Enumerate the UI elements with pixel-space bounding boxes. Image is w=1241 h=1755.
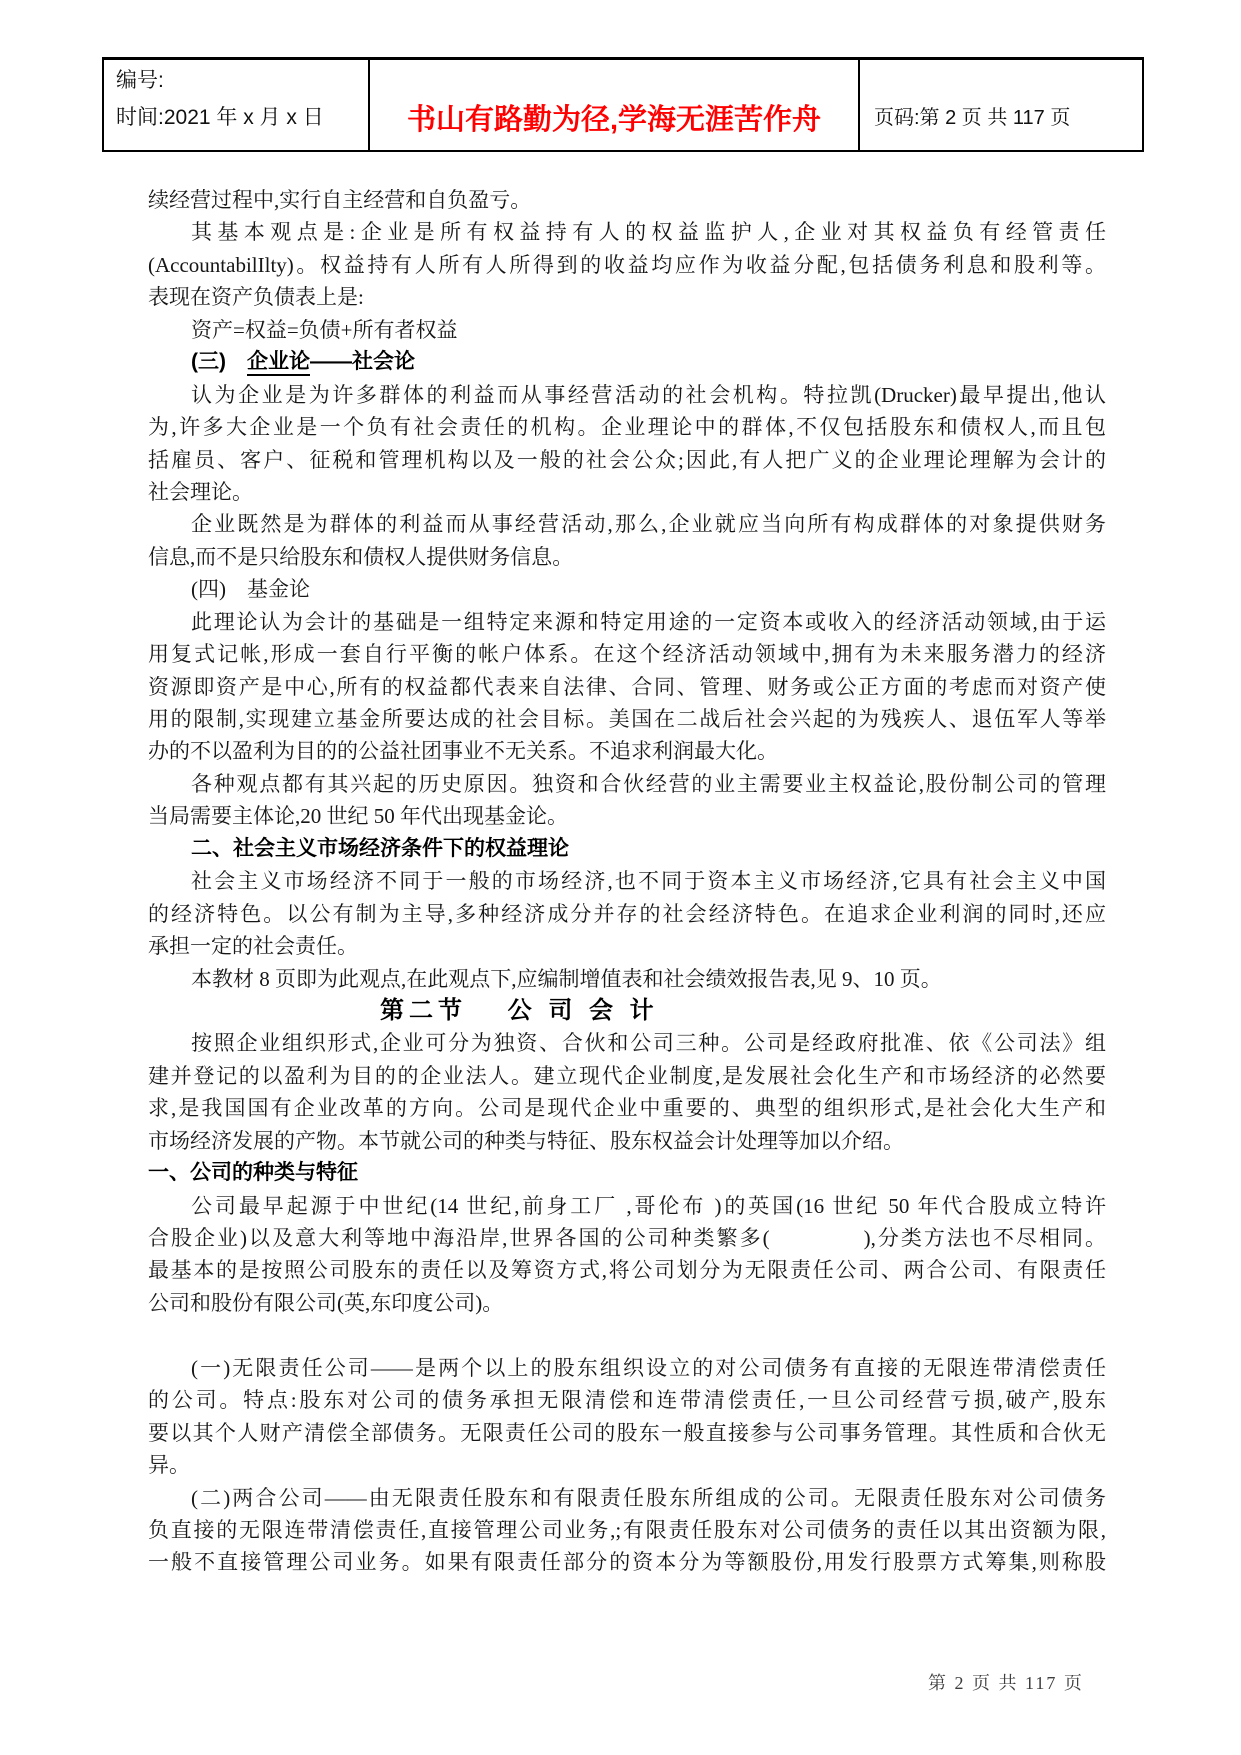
heading-enterprise-theory: [148, 346, 1106, 378]
text-line: 续经营过程中,实行自主经营和自负盈亏。: [148, 188, 532, 212]
text-line: 资源即资产是中心,所有的权益都代表来自法律、合同、管理、财务或公正方面的考虑而对资产使: [148, 674, 1106, 699]
text-line: 市场经济发展的产物。本节就公司的种类与特征、股东权益会计处理等加以介绍。: [148, 1128, 904, 1153]
text-line: 一般不直接管理公司业务。如果有限责任部分的资本分为等额股份,用发行股票方式筹集,则称股: [148, 1550, 1106, 1575]
number-label: 编号:: [116, 69, 164, 92]
text-line: 为,许多大企业是一个负有社会责任的机构。企业理论中的群体,不仅包括股东和债权人,而且包: [148, 415, 1106, 440]
text-line: 用复式记帐,形成一套自行平衡的帐户体系。在这个经济活动领域中,拥有为未来服务潜力的经济: [148, 642, 1106, 667]
text-line: 各种观点都有其兴起的历史原因。独资和合伙经营的业主需要业主权益论,股份制公司的管理: [191, 771, 1106, 796]
text-line: 承担一定的社会责任。: [148, 934, 358, 959]
footer-page-number: 第 2 页 共 117 页: [928, 1673, 1084, 1693]
text-line: 用的限制,实现建立基金所要达成的社会目标。美国在二战后社会兴起的为残疾人、退伍军人等举: [148, 707, 1106, 731]
text-line: 社会主义市场经济不同于一般的市场经济,也不同于资本主义市场经济,它具有社会主义中国: [191, 869, 1106, 894]
text-line: 认为企业是为许多群体的利益而从事经营活动的社会机构。特拉凯(Drucker)最早提出,他认: [191, 382, 1106, 407]
text-line: (一)无限责任公司——是两个以上的股东组织设立的对公司债务有直接的无限连带清偿责任: [191, 1355, 1106, 1380]
section-title-company-accounting: 第二节 公 司 会 计: [380, 996, 659, 1024]
equity-formula: 资产=权益=负债+所有者权益: [191, 317, 458, 342]
text-line: (二)两合公司——由无限责任股东和有限责任股东所组成的公司。无限责任股东对公司债务: [191, 1485, 1106, 1510]
text-line: 表现在资产负债表上是:: [148, 285, 364, 310]
heading-part: (三): [191, 350, 247, 374]
heading-company-types-features: 一、公司的种类与特征: [148, 1161, 358, 1185]
text-line: 要以其个人财产清偿全部债务。无限责任公司的股东一般直接参与公司事务管理。其性质和合伙无: [148, 1420, 1106, 1445]
text-line: 合股企业)以及意大利等地中海沿岸,世界各国的公司种类繁多( ),分类方法也不尽相同。: [148, 1226, 1106, 1250]
text-line: (AccountabilIlty)。权益持有人所有人所得到的收益均应作为收益分配,包括债务利息和股利等。: [148, 252, 1106, 277]
text-line: 办的不以盈利为目的的公益社团事业不无关系。不追求利润最大化。: [148, 739, 778, 764]
text-line: 的经济特色。以公有制为主导,多种经济成分并存的社会经济特色。在追求企业利润的同时,还应: [148, 901, 1106, 926]
motto-text: 书山有路勤为径,学海无涯苦作舟: [406, 104, 822, 136]
heading-fund-theory: (四) 基金论: [191, 577, 310, 602]
text-line: 负直接的无限连带清偿责任,直接管理公司业务,;有限责任股东对公司债务的责任以其出资额为限,: [148, 1517, 1106, 1542]
page-number-label: 页码:第 2 页 共 117 页: [874, 107, 1071, 129]
text-line: 公司和股份有限公司(英,东印度公司)。: [148, 1290, 504, 1315]
heading-socialist-market-equity-theory: 二、社会主义市场经济条件下的权益理论: [191, 836, 569, 860]
text-line: 按照企业组织形式,企业可分为独资、合伙和公司三种。公司是经政府批准、依《公司法》组: [191, 1031, 1106, 1056]
header-cell-motto: [368, 60, 860, 150]
text-line: 社会理论。: [148, 479, 253, 504]
heading-underlined-part: 企业论: [247, 350, 310, 376]
text-line: 当局需要主体论,20 世纪 50 年代出现基金论。: [148, 804, 568, 829]
text-line: 的公司。特点:股东对公司的债务承担无限清偿和连带清偿责任,一旦公司经营亏损,破产,股东: [148, 1388, 1106, 1413]
text-line: 求,是我国国有企业改革的方向。公司是现代企业中重要的、典型的组织形式,是社会化大生产和: [148, 1096, 1106, 1121]
text-line: 异。: [148, 1453, 190, 1478]
text-line: 信息,而不是只给股东和债权人提供财务信息。: [148, 544, 574, 569]
text-line: 企业既然是为群体的利益而从事经营活动,那么,企业就应当向所有构成群体的对象提供财务: [191, 512, 1106, 537]
text-line: 此理论认为会计的基础是一组特定来源和特定用途的一定资本或收入的经济活动领域,由于运: [191, 609, 1106, 634]
document-body: [148, 184, 1106, 1579]
text-line: 本教材 8 页即为此观点,在此观点下,应编制增值表和社会绩效报告表,见 9、10 页。: [191, 966, 942, 991]
blank-line: [148, 1319, 1106, 1351]
text-line: 其基本观点是:企业是所有权益持有人的权益监护人,企业对其权益负有经管责任: [191, 220, 1106, 245]
text-line: 建并登记的以盈利为目的的企业法人。建立现代企业制度,是发展社会化生产和市场经济的必然要: [148, 1063, 1106, 1088]
text-line: 括雇员、客户、征税和管理机构以及一般的社会公众;因此,有人把广义的企业理论理解为会计的: [148, 447, 1106, 472]
header-table: [102, 57, 1144, 152]
header-cell-number-time: [104, 60, 368, 150]
text-line: 最基本的是按照公司股东的责任以及筹资方式,将公司划分为无限责任公司、两合公司、有限责任: [148, 1258, 1106, 1283]
time-label: 时间:2021 年 x 月 x 日: [116, 106, 324, 129]
header-cell-page: [860, 60, 1142, 150]
text-line: 公司最早起源于中世纪(14 世纪,前身工厂 ,哥伦布 )的英国(16 世纪 50 年代合股成立特许: [191, 1193, 1106, 1218]
heading-part: ——社会论: [310, 350, 415, 374]
